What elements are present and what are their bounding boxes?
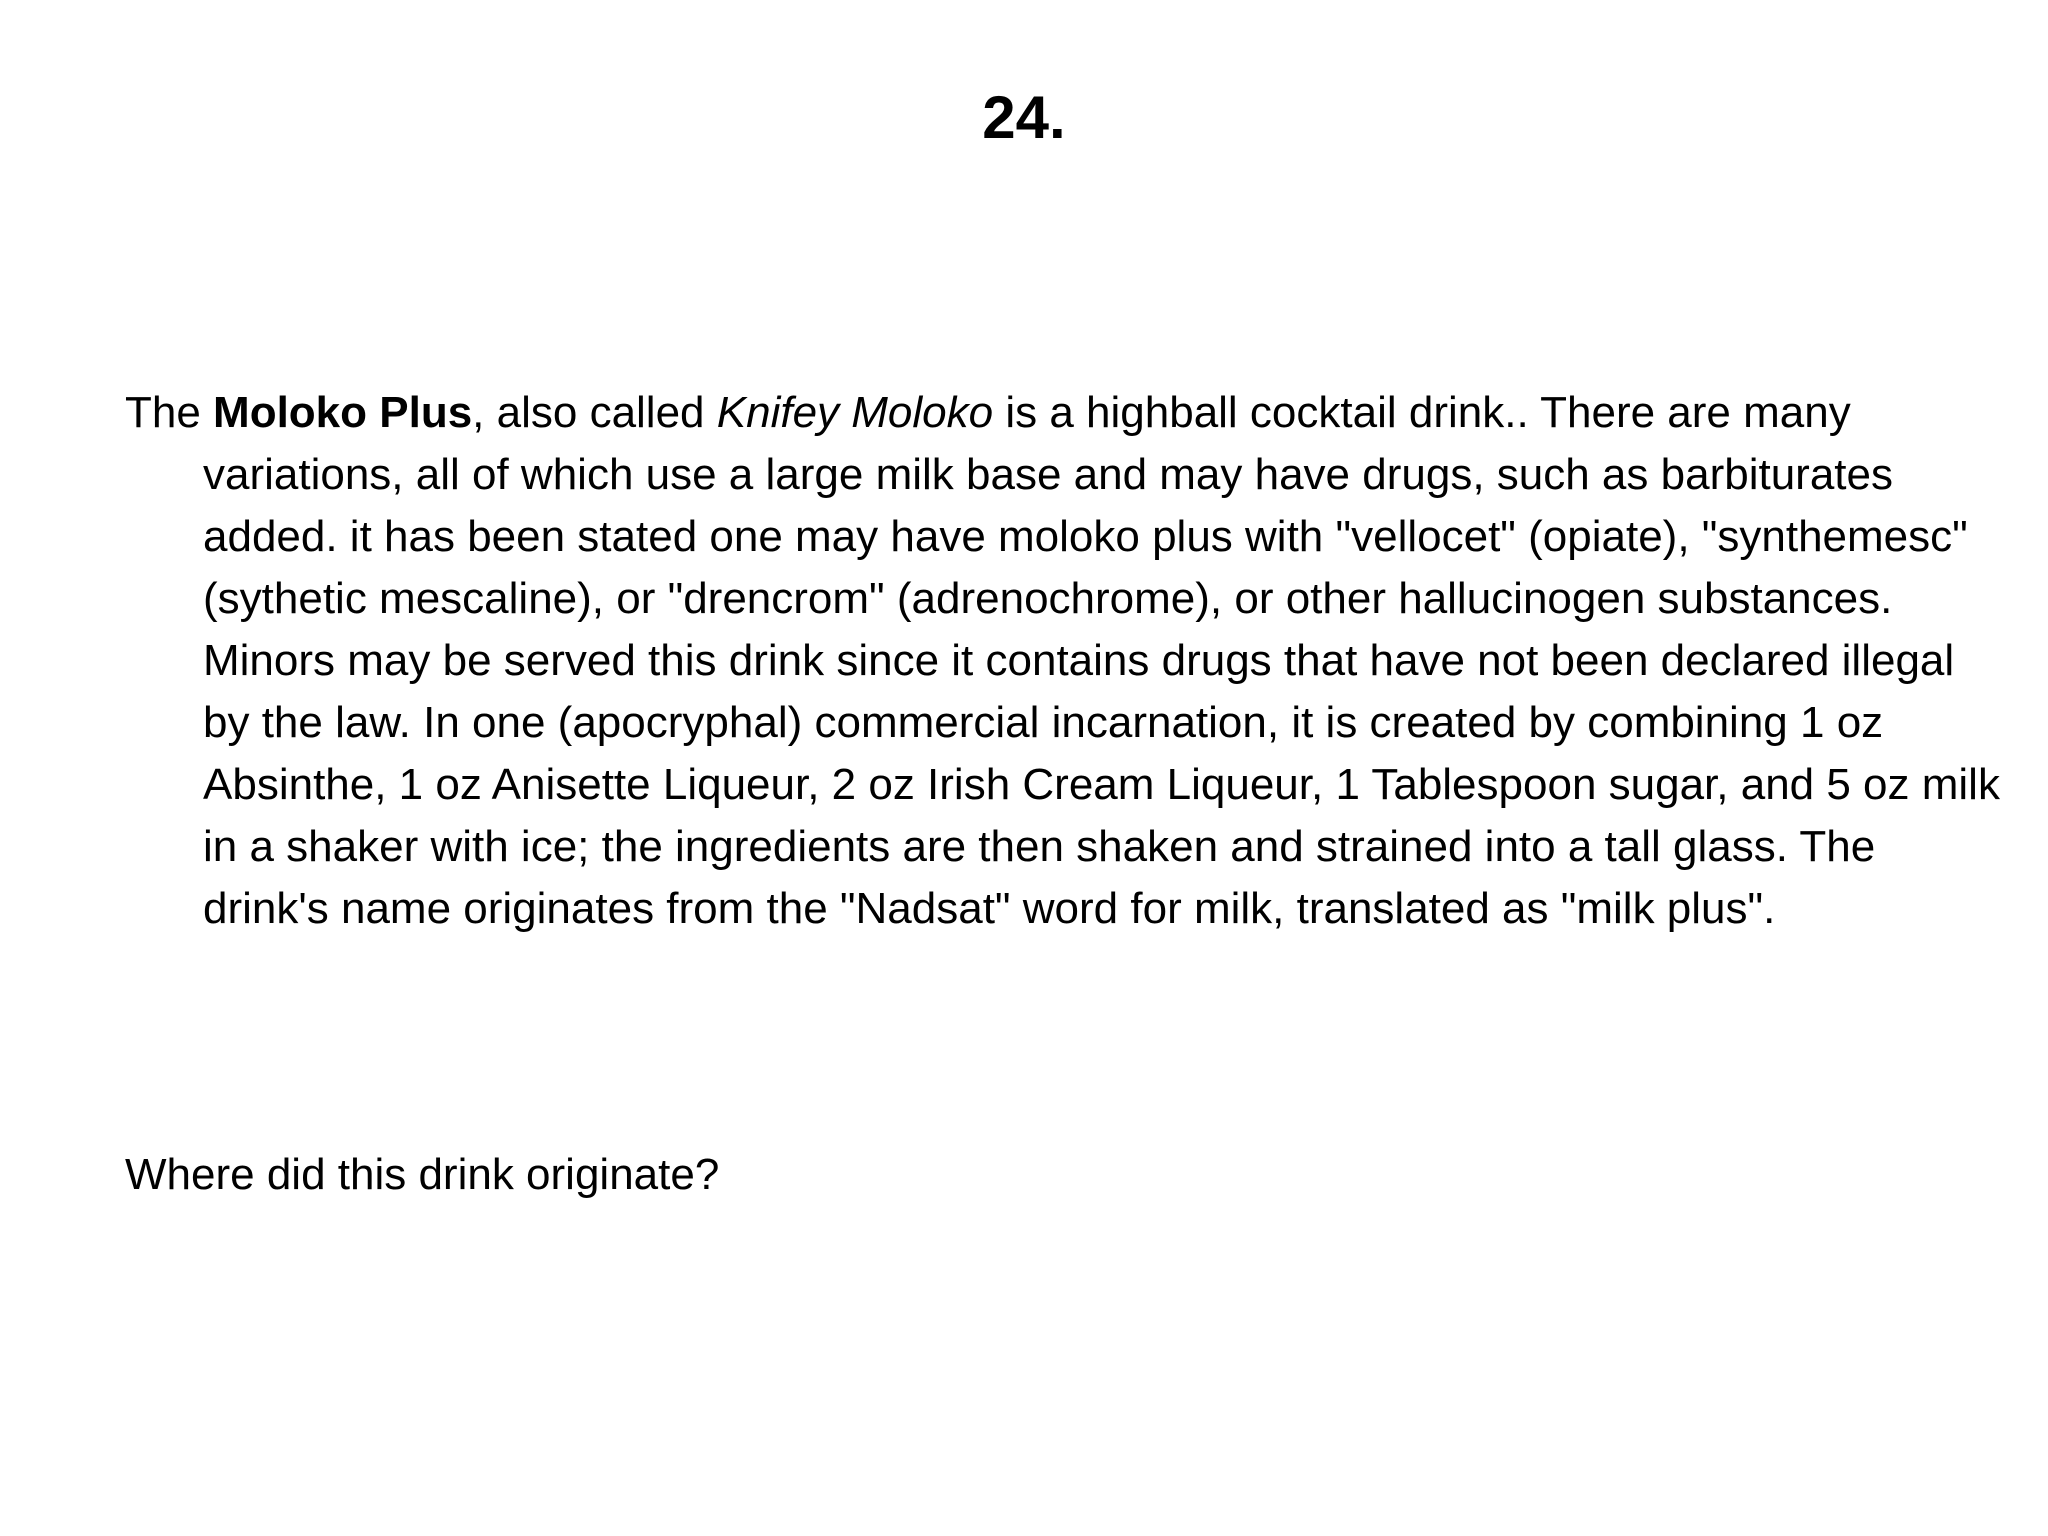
slide-title: 24.: [982, 84, 1066, 151]
paragraph-intro: The: [125, 388, 214, 437]
paragraph-after-bold: , also called: [472, 388, 717, 437]
question-text: Where did this drink originate?: [125, 1150, 720, 1199]
paragraph-rest: is a highball cocktail drink.. There are many variations, all of which use a large milk base and may have drugs, such as barbiturates added. it has been stated one may have moloko plus with "vellocet" (opiate), "synthemesc" (sythetic mescaline), or "drencrom" (adrenochrome), or other hallucinogen substances. Minors may be served this drink since it contains drugs that have not been declared illegal by the law. In one (apocryphal) commercial incarnation, it is created by combining 1 oz Absinthe, 1 oz Anisette Liqueur, 2 oz Irish Cream Liqueur, 1 Tablespoon sugar, and 5 oz milk in a shaker with ice; the ingredients are then shaken and strained into a tall glass. The drink's name originates from the "Nadsat" word for milk, translated as "milk plus".: [203, 388, 2000, 933]
body-paragraph: [125, 382, 2003, 940]
bold-term: Moloko Plus: [213, 388, 473, 437]
italic-term: Knifey Moloko: [716, 388, 994, 437]
